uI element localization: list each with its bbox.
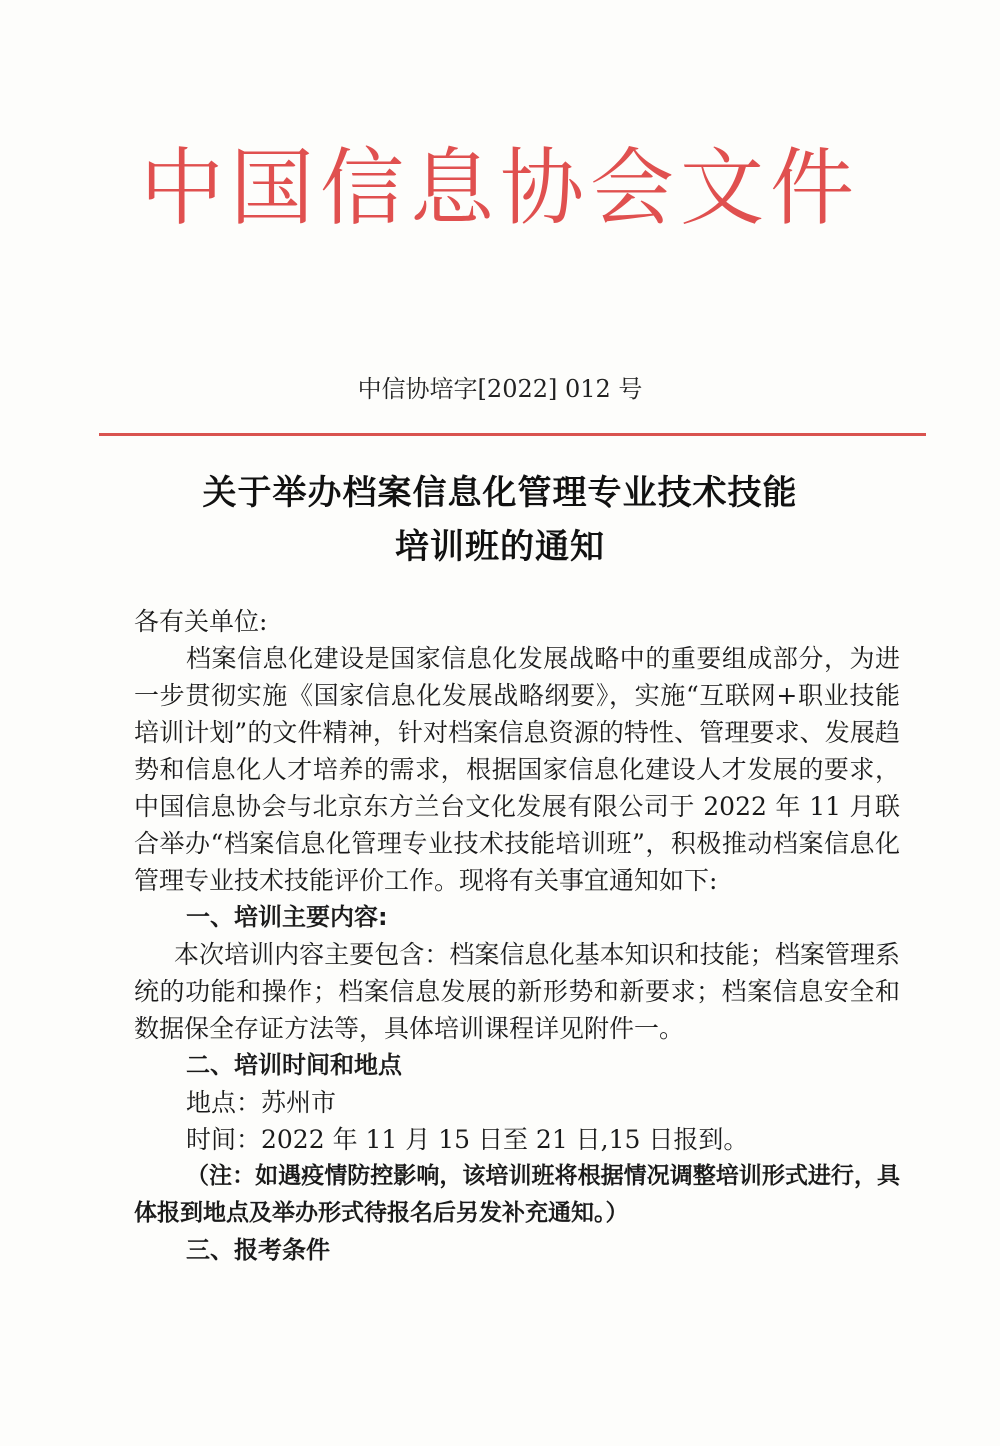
- training-location: 地点：苏州市: [186, 1088, 337, 1117]
- intro-paragraph: 档案信息化建设是国家信息化发展战略中的重要组成部分，为进一步贯彻实施《国家信息化发展战略纲要》，实施“互联网+职业技能培训计划”的文件精神，针对档案信息资源的特性、管理要求、发展趋势和信息化人才培养的需求，根据国家信息化建设人才发展的要求，中国信息协会与北京东方兰台文化发展有限公司于 2022 年 11 月联合举办“档案信息化管理专业技术技能培训班”，积极推动档案信息化管理专业技术技能评价工作。现将有关事宜通知如下:: [134, 644, 900, 895]
- notice-title-line1: 关于举办档案信息化管理专业技术技能: [202, 473, 798, 513]
- section-1-title: 一、培训主要内容:: [186, 903, 388, 931]
- document-number: 中信协培字[2022] 012 号: [357, 375, 643, 403]
- notice-body: [134, 603, 900, 1269]
- section-2-title: 二、培训时间和地点: [186, 1051, 402, 1079]
- section-3-title: 三、报考条件: [186, 1236, 330, 1264]
- org-header-title: 中国信息协会文件: [139, 139, 860, 237]
- notice-title: [0, 466, 1000, 574]
- red-divider: [99, 433, 926, 436]
- epidemic-note: （注：如遇疫情防控影响，该培训班将根据情况调整培训形式进行，具体报到地点及举办形式待报名后另发补充通知。）: [134, 1163, 900, 1226]
- notice-title-line2: 培训班的通知: [395, 527, 605, 567]
- section-1-text: 本次培训内容主要包含：档案信息化基本知识和技能；档案管理系统的功能和操作；档案信息发展的新形势和新要求；档案信息安全和数据保全存证方法等，具体培训课程详见附件一。: [134, 940, 900, 1043]
- salutation: 各有关单位:: [134, 607, 268, 636]
- training-time: 时间：2022 年 11 月 15 日至 21 日,15 日报到。: [186, 1125, 749, 1154]
